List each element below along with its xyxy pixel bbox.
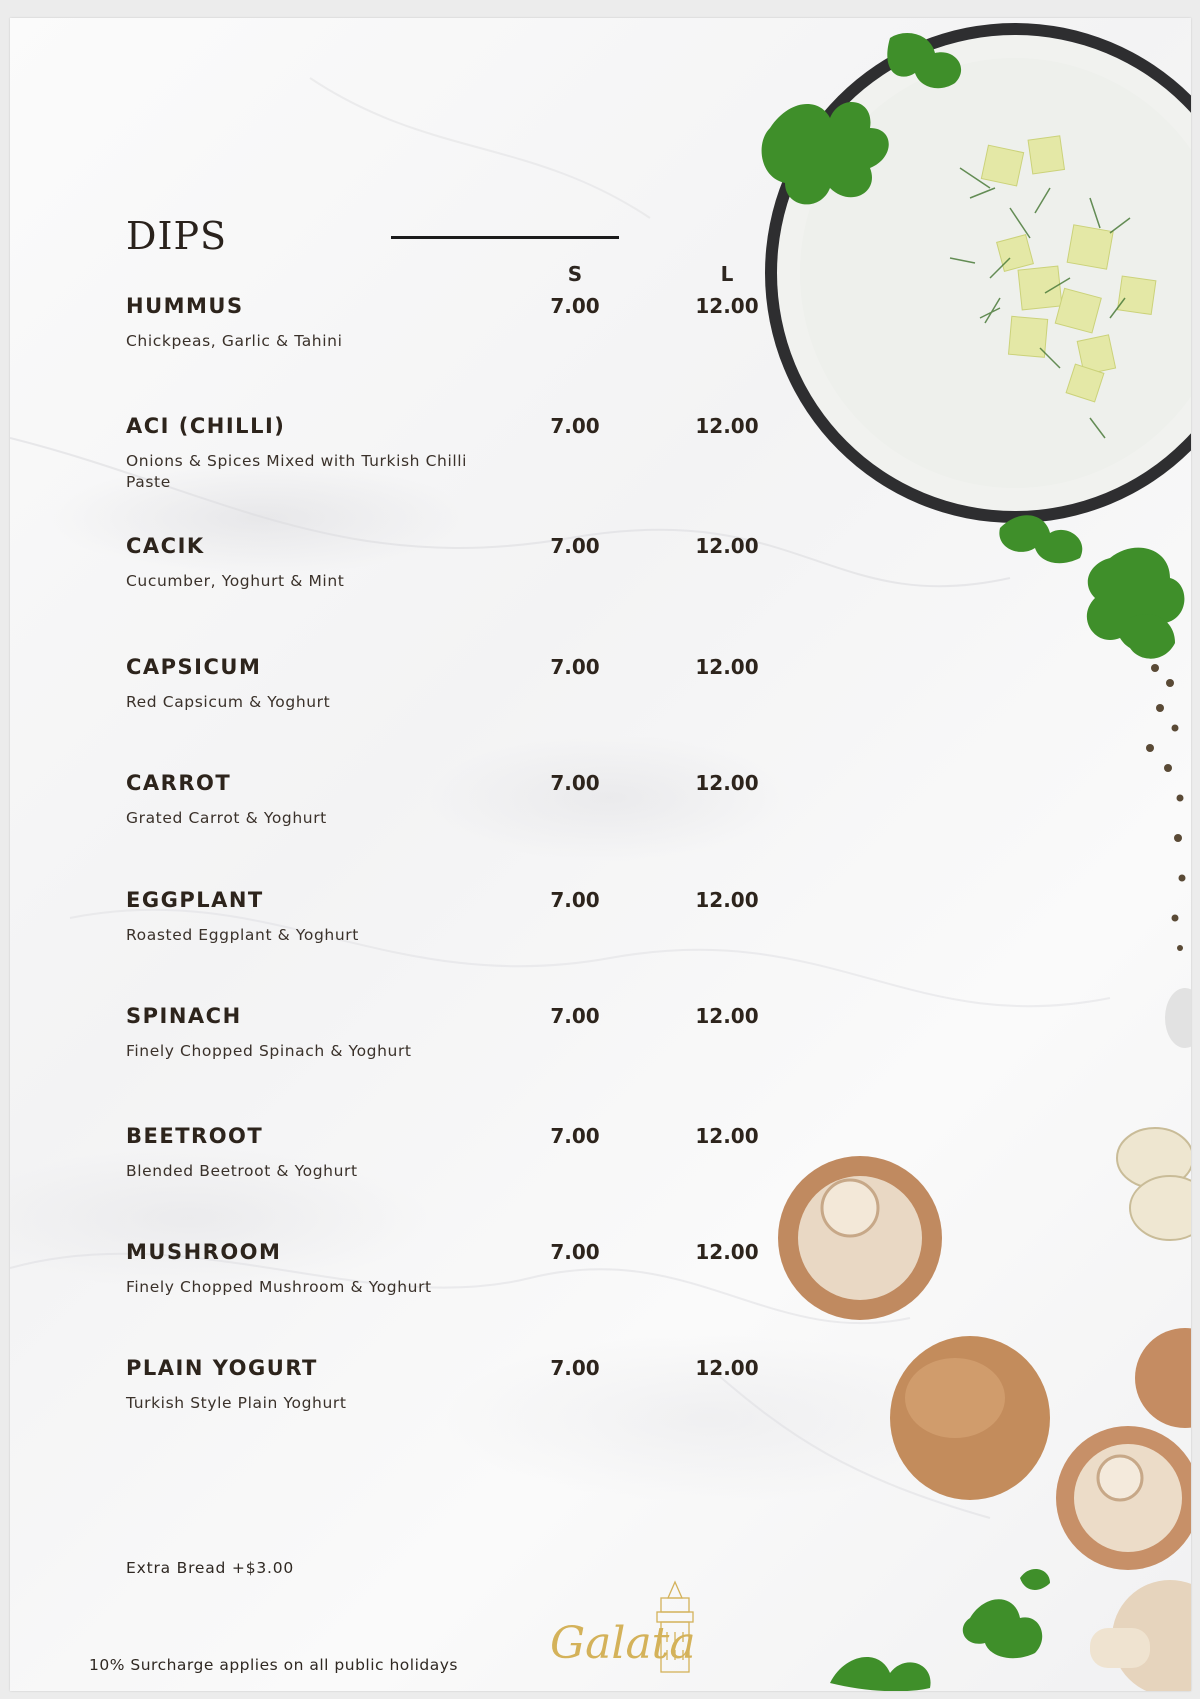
item-price-small: 7.00 <box>550 888 600 912</box>
title-divider <box>391 236 619 239</box>
menu-item <box>126 888 766 988</box>
item-description: Onions & Spices Mixed with Turkish Chilli Paste <box>126 452 468 491</box>
menu-item <box>126 1004 766 1104</box>
menu-item <box>126 1124 766 1224</box>
item-price-small: 7.00 <box>550 655 600 679</box>
menu-item <box>126 1356 766 1456</box>
item-price-small: 7.00 <box>550 771 600 795</box>
item-description: Roasted Eggplant & Yoghurt <box>126 926 359 944</box>
item-description: Chickpeas, Garlic & Tahini <box>126 332 343 350</box>
logo-wordmark: Galata <box>550 1618 696 1669</box>
item-description: Blended Beetroot & Yoghurt <box>126 1162 358 1180</box>
item-name: SPINACH <box>126 1004 242 1028</box>
item-description: Finely Chopped Mushroom & Yoghurt <box>126 1278 432 1296</box>
menu-item <box>126 771 766 871</box>
item-price-small: 7.00 <box>550 534 600 558</box>
item-price-large: 12.00 <box>695 1356 759 1380</box>
item-price-small: 7.00 <box>550 1356 600 1380</box>
item-name: BEETROOT <box>126 1124 264 1148</box>
item-price-large: 12.00 <box>695 1240 759 1264</box>
item-description: Cucumber, Yoghurt & Mint <box>126 572 345 590</box>
item-price-small: 7.00 <box>550 1240 600 1264</box>
item-price-large: 12.00 <box>695 1004 759 1028</box>
surcharge-note: 10% Surcharge applies on all public holidays <box>89 1656 458 1674</box>
item-name: HUMMUS <box>126 294 244 318</box>
item-description: Finely Chopped Spinach & Yoghurt <box>126 1042 412 1060</box>
menu-page <box>10 18 1191 1691</box>
item-name: EGGPLANT <box>126 888 264 912</box>
item-name: CARROT <box>126 771 232 795</box>
column-header-large: L <box>720 262 734 286</box>
menu-item <box>126 294 766 394</box>
item-price-large: 12.00 <box>695 294 759 318</box>
item-price-large: 12.00 <box>695 771 759 795</box>
item-name: CAPSICUM <box>126 655 262 679</box>
menu-item <box>126 655 766 755</box>
menu-item <box>126 534 766 634</box>
item-price-small: 7.00 <box>550 1004 600 1028</box>
item-description: Turkish Style Plain Yoghurt <box>126 1394 347 1412</box>
item-price-large: 12.00 <box>695 414 759 438</box>
item-price-large: 12.00 <box>695 655 759 679</box>
item-price-small: 7.00 <box>550 294 600 318</box>
item-description: Red Capsicum & Yoghurt <box>126 693 331 711</box>
column-header-small: S <box>567 262 583 286</box>
item-description: Grated Carrot & Yoghurt <box>126 809 327 827</box>
menu-item <box>126 1240 766 1340</box>
item-name: MUSHROOM <box>126 1240 282 1264</box>
galata-logo <box>540 1578 720 1688</box>
menu-item <box>126 414 766 514</box>
item-price-large: 12.00 <box>695 534 759 558</box>
item-price-large: 12.00 <box>695 1124 759 1148</box>
item-price-small: 7.00 <box>550 1124 600 1148</box>
item-price-large: 12.00 <box>695 888 759 912</box>
item-name: ACI (CHILLI) <box>126 414 286 438</box>
item-name: CACIK <box>126 534 205 558</box>
section-title: DIPS <box>126 214 228 258</box>
item-name: PLAIN YOGURT <box>126 1356 318 1380</box>
item-price-small: 7.00 <box>550 414 600 438</box>
extra-bread-note: Extra Bread +$3.00 <box>126 1559 295 1577</box>
